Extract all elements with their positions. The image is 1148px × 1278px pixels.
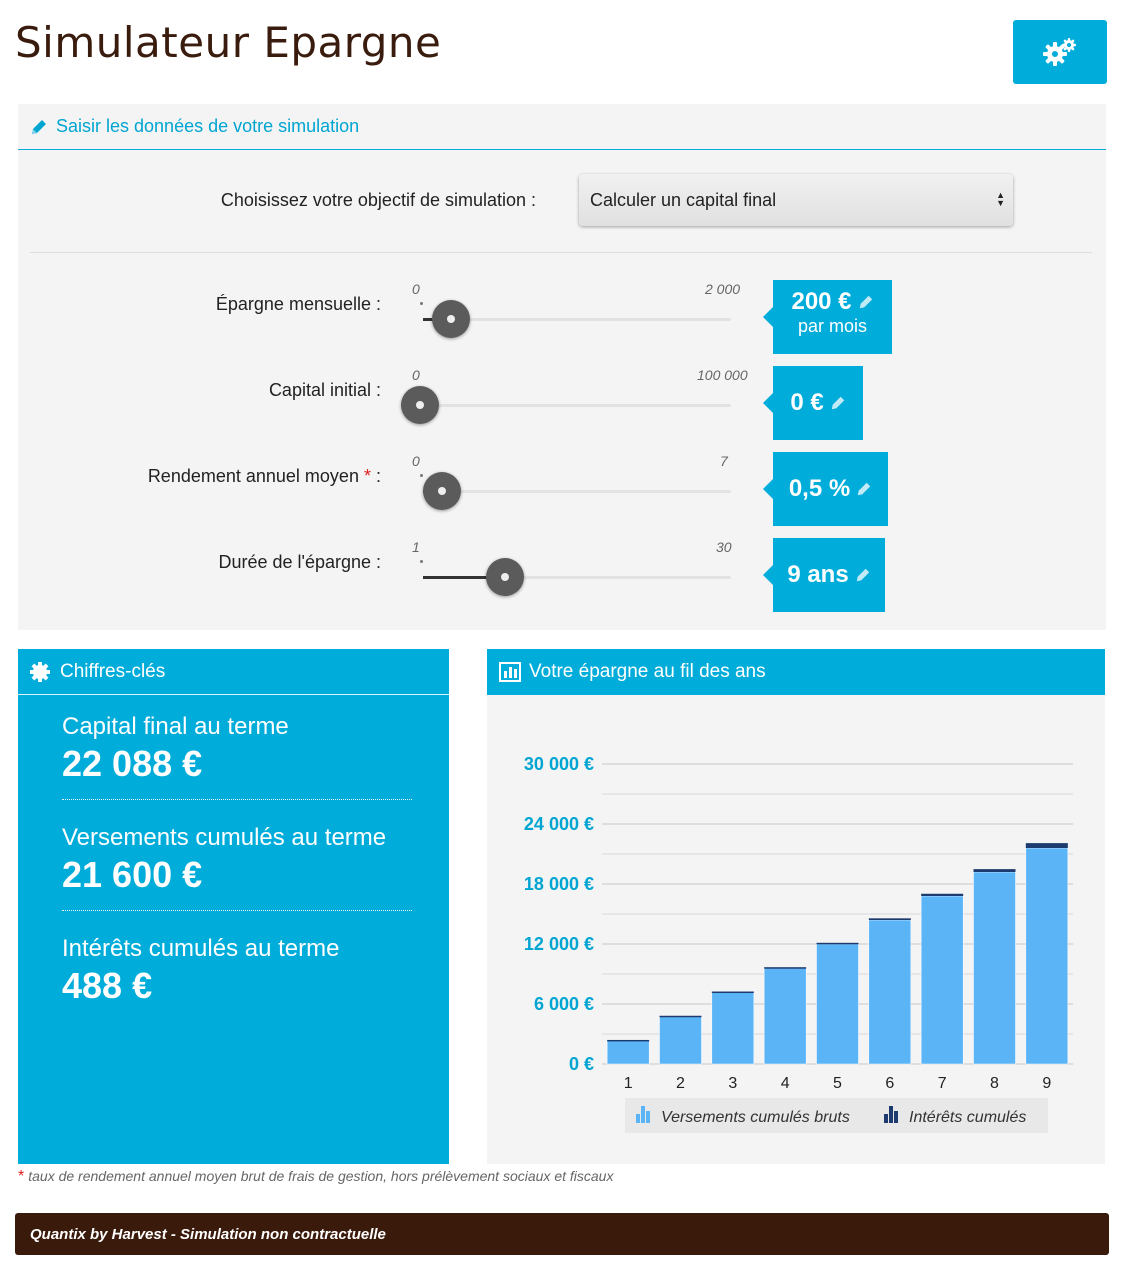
slider-label bbox=[148, 466, 381, 487]
slider-handle[interactable] bbox=[423, 472, 461, 510]
kpi-cumulated-interest bbox=[62, 935, 412, 1007]
bar-versements bbox=[1026, 848, 1068, 1064]
simulation-input-panel bbox=[18, 104, 1106, 630]
slider-label: Épargne mensuelle : bbox=[215, 294, 381, 314]
legend-versements-icon bbox=[641, 1106, 645, 1123]
key-figures-header bbox=[18, 649, 449, 695]
slider-min: 1 bbox=[412, 539, 420, 555]
slider-track[interactable] bbox=[423, 490, 731, 493]
gears-icon bbox=[1042, 36, 1078, 68]
y-tick-label: 30 000 € bbox=[523, 754, 594, 774]
input-panel-title: Saisir les données de votre simulation bbox=[56, 116, 360, 136]
slider-label-text: Rendement annuel moyen bbox=[147, 466, 359, 486]
bar-versements bbox=[607, 1040, 649, 1064]
settings-button[interactable] bbox=[1013, 20, 1107, 84]
x-tick-label: 4 bbox=[780, 1075, 790, 1092]
bar-versements bbox=[660, 1016, 702, 1064]
input-panel-header bbox=[18, 104, 1106, 150]
slider-max: 7 bbox=[720, 453, 728, 469]
bar-interets bbox=[660, 1016, 702, 1018]
bar-interets bbox=[974, 869, 1016, 872]
legend-label: Intérêts cumulés bbox=[909, 1109, 1027, 1126]
slider-max: 2 000 bbox=[705, 281, 741, 297]
slider-min: 0 bbox=[412, 281, 420, 297]
bar-versements bbox=[869, 920, 911, 1064]
slider-max: 30 bbox=[716, 539, 732, 555]
slider-row-duration bbox=[18, 538, 1106, 614]
value-text: 9 ans bbox=[787, 561, 849, 588]
objective-label: Choisissez votre objectif de simulation : bbox=[220, 190, 536, 210]
slider-row-monthly-savings bbox=[18, 280, 1106, 356]
badge-icon bbox=[30, 662, 50, 682]
bar-versements bbox=[712, 992, 754, 1064]
slider-row-annual-return bbox=[18, 452, 1106, 528]
x-tick-label: 1 bbox=[623, 1075, 633, 1092]
divider bbox=[62, 799, 412, 800]
x-tick-label: 8 bbox=[990, 1075, 999, 1092]
pencil-icon bbox=[858, 294, 874, 310]
legend-interets-icon bbox=[889, 1106, 893, 1123]
x-tick-label: 9 bbox=[1042, 1075, 1052, 1092]
key-figures-panel bbox=[18, 649, 449, 1164]
kpi-value: 22 088 € bbox=[62, 743, 203, 784]
bar-interets bbox=[764, 967, 806, 969]
legend-interets-icon bbox=[884, 1114, 888, 1123]
bar-interets bbox=[1026, 843, 1068, 848]
divider bbox=[30, 252, 1092, 253]
chart-header bbox=[487, 649, 1105, 695]
kpi-label: Capital final au terme bbox=[62, 713, 289, 740]
slider-label: Durée de l'épargne : bbox=[218, 552, 381, 572]
label-suffix: : bbox=[370, 466, 381, 486]
kpi-value: 21 600 € bbox=[62, 854, 203, 895]
value-text: 200 € bbox=[791, 288, 852, 315]
bar-versements bbox=[817, 944, 859, 1064]
slider-tick bbox=[420, 474, 423, 477]
legend-interets-icon bbox=[894, 1111, 898, 1123]
bar-interets bbox=[712, 992, 754, 994]
required-mark: * bbox=[363, 466, 371, 486]
bar-interets bbox=[607, 1040, 649, 1042]
kpi-label: Intérêts cumulés au terme bbox=[62, 935, 340, 962]
x-tick-label: 6 bbox=[885, 1075, 895, 1092]
footnote-text: taux de rendement annuel moyen brut de frais de gestion, hors prélèvement sociaux et fiscaux bbox=[28, 1168, 614, 1184]
divider bbox=[62, 910, 412, 911]
objective-selected-value: Calculer un capital final bbox=[590, 189, 777, 210]
initial-capital-value-box[interactable] bbox=[773, 366, 863, 440]
slider-tick bbox=[420, 302, 423, 305]
chart-title: Votre épargne au fil des ans bbox=[529, 661, 766, 682]
x-tick-label: 5 bbox=[833, 1075, 842, 1092]
slider-track[interactable] bbox=[423, 404, 731, 407]
monthly-savings-value-box[interactable] bbox=[773, 280, 892, 354]
value-text: 0,5 % bbox=[788, 475, 851, 502]
pencil-icon bbox=[30, 118, 48, 136]
slider-handle[interactable] bbox=[432, 300, 470, 338]
annual-return-value-box[interactable] bbox=[773, 452, 888, 526]
bar-chart-icon bbox=[499, 662, 521, 682]
footer bbox=[15, 1213, 1109, 1255]
page-title: Simulateur Epargne bbox=[15, 18, 442, 67]
x-tick-label: 2 bbox=[676, 1075, 685, 1092]
y-tick-label: 0 € bbox=[568, 1054, 594, 1074]
slider-min: 0 bbox=[412, 367, 420, 383]
objective-row bbox=[18, 174, 1106, 226]
slider-max: 100 000 bbox=[697, 367, 748, 383]
y-tick-label: 12 000 € bbox=[523, 934, 594, 954]
bar-interets bbox=[817, 943, 859, 945]
pencil-icon bbox=[830, 395, 846, 411]
slider-min: 0 bbox=[412, 453, 420, 469]
savings-chart-panel bbox=[487, 649, 1105, 1164]
kpi-value: 488 € bbox=[62, 965, 153, 1006]
pencil-icon bbox=[856, 481, 872, 497]
legend-versements-icon bbox=[636, 1114, 640, 1123]
kpi-final-capital bbox=[62, 713, 412, 785]
legend-label: Versements cumulés bruts bbox=[661, 1109, 850, 1126]
slider-row-initial-capital bbox=[18, 366, 1106, 442]
slider-label: Capital initial : bbox=[268, 380, 381, 400]
bar-versements bbox=[974, 872, 1016, 1064]
value-sub: par mois bbox=[797, 316, 868, 336]
pencil-icon bbox=[855, 567, 871, 583]
bar-interets bbox=[869, 918, 911, 920]
bar-versements bbox=[921, 896, 963, 1064]
slider-handle[interactable] bbox=[486, 558, 524, 596]
footer-text: Quantix by Harvest - Simulation non contractuelle bbox=[30, 1225, 386, 1243]
y-tick-label: 18 000 € bbox=[523, 874, 594, 894]
value-text: 0 € bbox=[790, 389, 824, 416]
legend-versements-icon bbox=[646, 1111, 650, 1123]
bar-interets bbox=[921, 894, 963, 896]
slider-handle[interactable] bbox=[401, 386, 439, 424]
savings-bar-chart bbox=[487, 695, 1105, 1164]
x-tick-label: 7 bbox=[937, 1075, 947, 1092]
footnote bbox=[18, 1168, 613, 1186]
required-mark: * bbox=[18, 1168, 25, 1185]
slider-tick bbox=[420, 560, 423, 563]
y-tick-label: 6 000 € bbox=[533, 994, 594, 1014]
objective-select[interactable] bbox=[579, 174, 1013, 226]
slider-track[interactable] bbox=[423, 576, 731, 579]
kpi-label: Versements cumulés au terme bbox=[62, 824, 387, 851]
select-arrows-icon: ▲ ▼ bbox=[996, 190, 1005, 208]
x-tick-label: 3 bbox=[728, 1075, 738, 1092]
bar-versements bbox=[764, 968, 806, 1064]
key-figures-title: Chiffres-clés bbox=[60, 660, 166, 682]
y-tick-label: 24 000 € bbox=[523, 814, 594, 834]
kpi-cumulated-payments bbox=[62, 824, 412, 896]
duration-value-box[interactable] bbox=[773, 538, 885, 612]
